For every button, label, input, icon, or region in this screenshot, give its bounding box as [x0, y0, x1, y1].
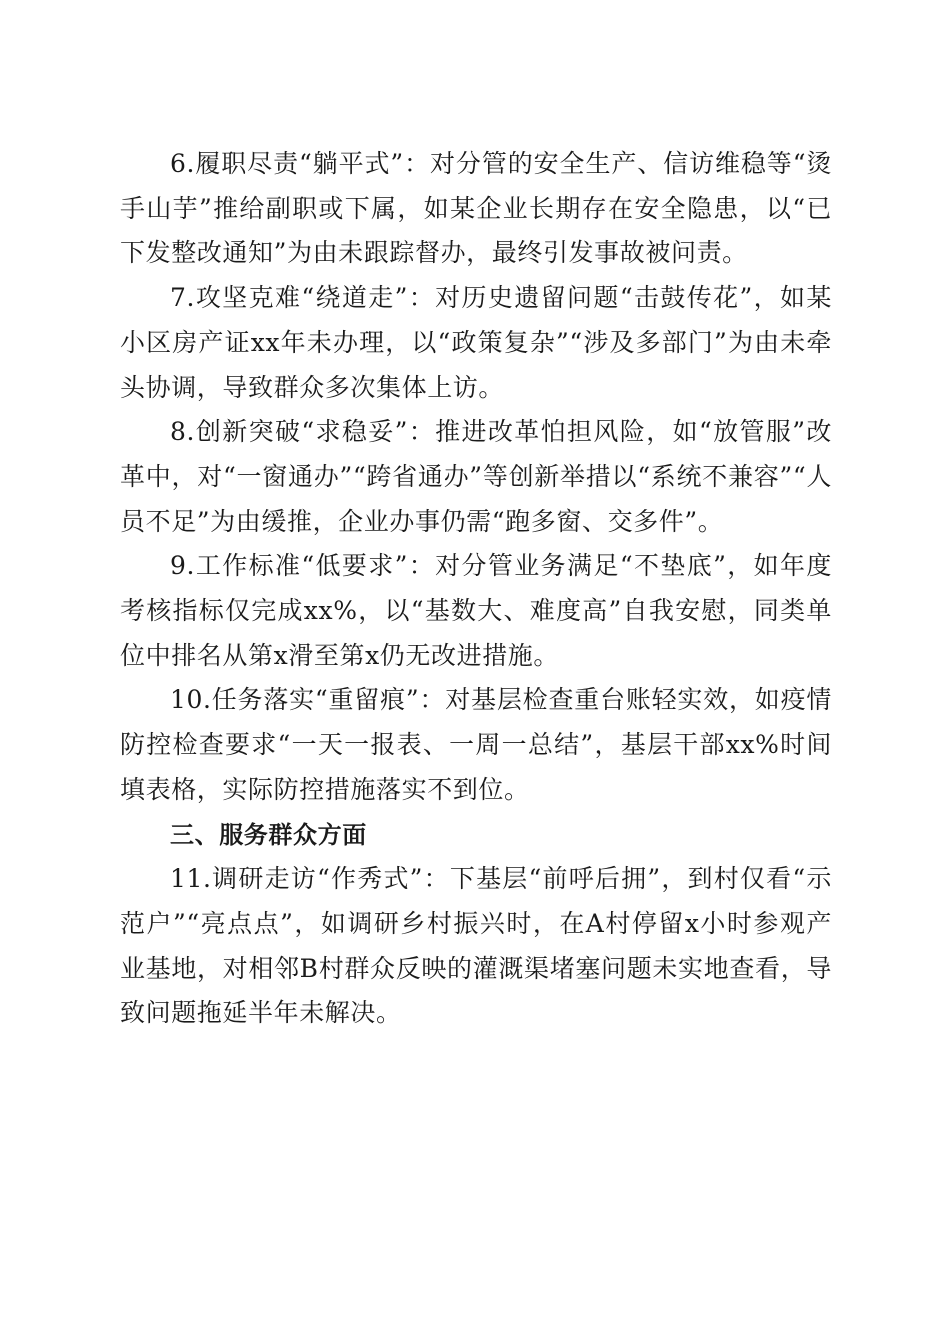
item-8-paragraph: 8.创新突破“求稳妥”：推进改革怕担风险，如“放管服”改革中，对“一窗通办”“跨省通办”等创新举措以“系统不兼容”“人员不足”为由缓推，企业办事仍需“跑多窗、交多件”。	[120, 417, 832, 536]
document-body	[120, 142, 832, 1036]
item-11-paragraph: 11.调研走访“作秀式”：下基层“前呼后拥”，到村仅看“示范户”“亮点点”，如调研乡村振兴时，在A村停留x小时参观产业基地，对相邻B村群众反映的灌溉渠堵塞问题未实地查看，导致问题拖延半年未解决。	[120, 864, 832, 1028]
item-9-paragraph: 9.工作标准“低要求”：对分管业务满足“不垫底”，如年度考核指标仅完成xx%，以“基数大、难度高”自我安慰，同类单位中排名从第x滑至第x仍无改进措施。	[120, 551, 832, 670]
section-heading-service: 三、服务群众方面	[170, 820, 367, 849]
item-10-paragraph: 10.任务落实“重留痕”：对基层检查重台账轻实效，如疫情防控检查要求“一天一报表、一周一总结”，基层干部xx%时间填表格，实际防控措施落实不到位。	[120, 685, 832, 804]
item-6-paragraph: 6.履职尽责“躺平式”：对分管的安全生产、信访维稳等“烫手山芋”推给副职或下属，如某企业长期存在安全隐患，以“已下发整改通知”为由未跟踪督办，最终引发事故被问责。	[120, 149, 832, 268]
item-7-paragraph: 7.攻坚克难“绕道走”：对历史遗留问题“击鼓传花”，如某小区房产证xx年未办理，以“政策复杂”“涉及多部门”为由未牵头协调，导致群众多次集体上访。	[120, 283, 832, 402]
